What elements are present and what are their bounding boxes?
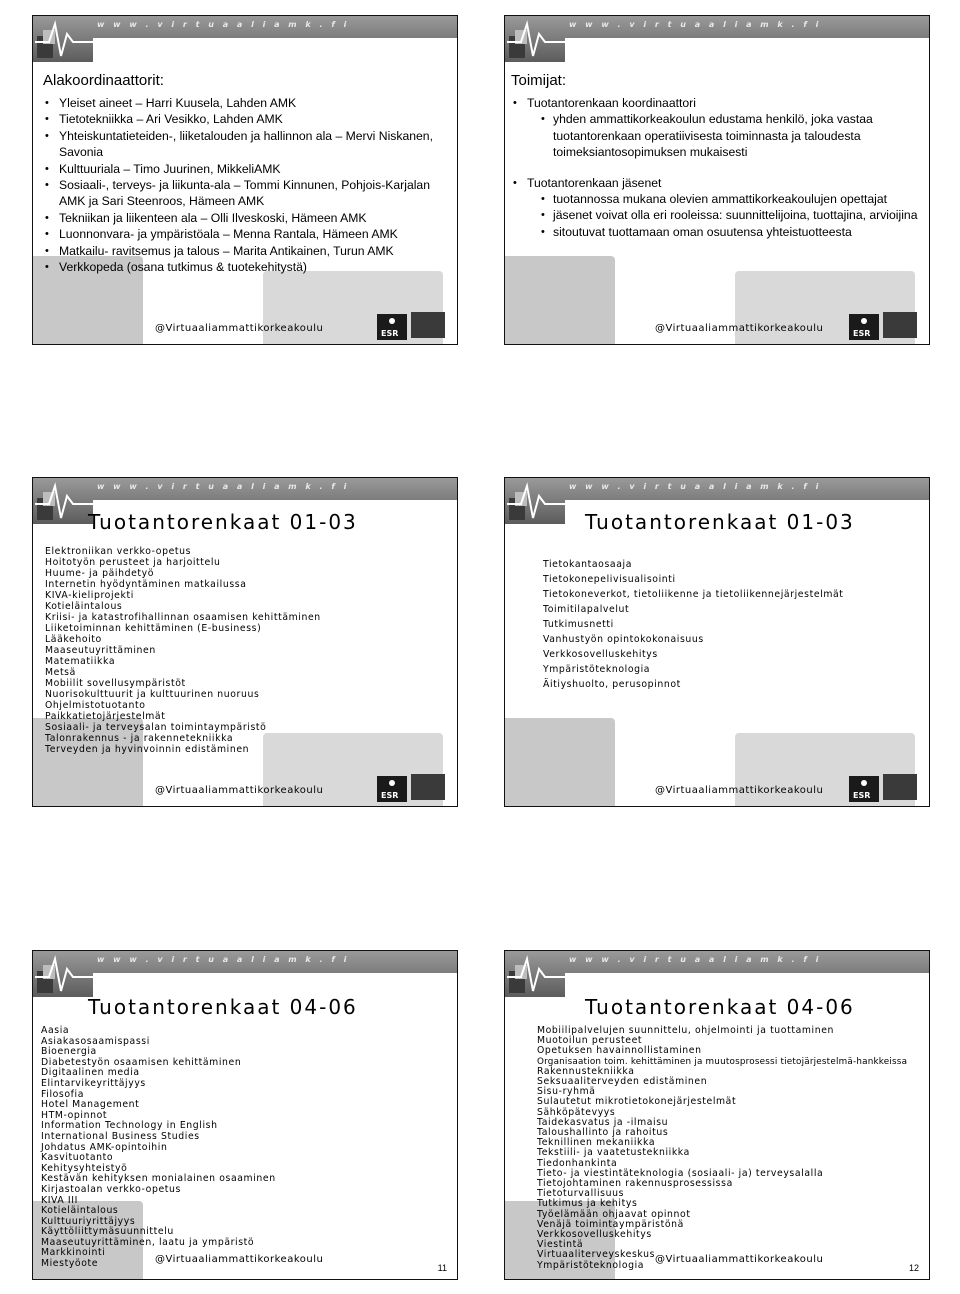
list-item: Toimitilapalvelut — [543, 604, 630, 615]
list-item: HTM-opinnot — [41, 1109, 108, 1121]
list-item: Mobiilipalvelujen suunnittelu, ohjelmointi ja tuottaminen — [537, 1025, 835, 1036]
list-item: • Tietotekniikka – Ari Vesikko, Lahden AMK — [43, 111, 443, 127]
footer-text: @Virtuaaliammattikorkeakoulu — [655, 785, 824, 796]
list-item: Miestyöote — [41, 1258, 99, 1270]
list-item: • Yleiset aineet – Harri Kuusela, Lahden AMK — [43, 95, 443, 111]
slide-title: Alakoordinaattorit: — [43, 72, 164, 89]
list-item: • Yhteiskuntatieteiden-, liiketalouden ja hallinnon ala – Mervi Niskanen, Savonia — [43, 128, 443, 161]
slide-toimijat — [504, 15, 930, 345]
slide-title: Toimijat: — [511, 72, 567, 89]
list-item: Sähköpätevyys — [537, 1106, 616, 1118]
list-item: Teknillinen mekaniikka — [537, 1137, 656, 1149]
list-item: • Kulttuuriala – Timo Juurinen, MikkeliAMK — [43, 161, 443, 177]
list-item: Mobiilit sovellusympäristöt — [45, 678, 186, 689]
list-item: • Tuotantorenkaan koordinaattori — [511, 95, 921, 111]
footer-text: @Virtuaaliammattikorkeakoulu — [155, 323, 324, 334]
list-item: Rakennustekniikka — [537, 1065, 635, 1077]
list-item: Työelämään ohjaavat opinnot — [537, 1208, 691, 1220]
header-url: w w w . v i r t u a a l i a m k . f i — [97, 20, 350, 29]
list-item: Virtuaaliterveyskeskus — [537, 1249, 656, 1261]
list-item: Talonrakennus - ja rakennetekniikka — [45, 733, 234, 744]
list-item: Tiedonhankinta — [537, 1157, 618, 1169]
list-item: Diabetestyön osaamisen kehittäminen — [41, 1056, 242, 1068]
eu-flag-icon — [411, 312, 445, 338]
slide-tuotantorenkaat-01-03-b — [504, 477, 930, 807]
list-item: Kasvituotanto — [41, 1152, 114, 1164]
header-band — [93, 38, 457, 66]
list-item: Information Technology in English — [41, 1120, 218, 1132]
list-item: Tutkimus ja kehitys — [537, 1198, 638, 1210]
esr-logo-icon — [849, 776, 879, 802]
ring-list — [41, 1026, 441, 1270]
footer-text: @Virtuaaliammattikorkeakoulu — [655, 323, 824, 334]
list-item: Verkkosovelluskehitys — [537, 1229, 652, 1241]
list-item: Kriisi- ja katastrofihallinnan osaamisen kehittäminen — [45, 612, 321, 623]
list-item: Kestävän kehityksen monialainen osaaminen — [41, 1173, 276, 1185]
list-item: Tietoturvallisuus — [537, 1188, 625, 1200]
list-item: Hoitotyön perusteet ja harjoittelu — [45, 557, 221, 568]
list-item: Ohjelmistotuotanto — [45, 700, 146, 711]
list-item: Verkkosovelluskehitys — [543, 649, 658, 660]
list-item: Bioenergia — [41, 1046, 97, 1058]
list-item: Kotieläintalous — [41, 1205, 119, 1217]
list-item: • sitoutuvat tuottamaan oman osuutensa yhteistuotteesta — [511, 224, 921, 240]
slide-title: Tuotantorenkaat 04-06 — [585, 995, 855, 1019]
ring-list — [45, 546, 445, 755]
list-item: • yhden ammattikorkeakoulun edustama henkilö, joka vastaa tuotantorenkaan operatiivisesta toiminnasta ja taloudesta toimeksiantosopimuksen mukaisesti — [511, 111, 921, 160]
list-item: Kotieläintalous — [45, 601, 123, 612]
list-item: Filosofia — [41, 1088, 85, 1100]
list-item: Nuorisokulttuurit ja kulttuurinen nuoruus — [45, 689, 260, 700]
footer-text: @Virtuaaliammattikorkeakoulu — [155, 1254, 324, 1265]
list-item: Kehitysyhteistyö — [41, 1162, 128, 1174]
list-item: Hotel Management — [41, 1099, 140, 1111]
slide-title: Tuotantorenkaat 01-03 — [585, 510, 855, 534]
slide-alakoordinaattorit — [32, 15, 458, 345]
header-url: w w w . v i r t u a a l i a m k . f i — [97, 482, 350, 491]
list-item: Tietokoneverkot, tietoliikenne ja tietoliikennejärjestelmät — [543, 589, 844, 600]
list-item: • Tuotantorenkaan jäsenet — [511, 175, 921, 191]
page-number: 11 — [437, 1263, 447, 1273]
list-item: KIVA-kieliprojekti — [45, 590, 134, 601]
list-item: Aasia — [41, 1025, 70, 1036]
header-band — [565, 38, 929, 66]
list-item: Tietokonepelivisualisointi — [543, 574, 676, 585]
svg-text:ESR: ESR — [853, 791, 871, 800]
list-item: Internetin hyödyntäminen matkailussa — [45, 579, 247, 590]
list-item: Markkinointi — [41, 1247, 106, 1259]
eu-flag-icon — [883, 312, 917, 338]
list-item: Taloushallinto ja rahoitus — [537, 1127, 669, 1139]
list-item: Tietojohtaminen rakennusprosessissa — [537, 1178, 733, 1190]
eu-flag-icon — [411, 774, 445, 800]
list-item: Paikkatietojärjestelmät — [45, 711, 166, 722]
eu-flag-icon — [883, 774, 917, 800]
list-item: Tutkimusnetti — [543, 619, 614, 630]
list-item: • Matkailu- ravitsemus ja talous – Marita Antikainen, Turun AMK — [43, 243, 443, 259]
list-item: Asiakasosaamispassi — [41, 1035, 150, 1047]
list-item: • Luonnonvara- ja ympäristöala – Menna Rantala, Hämeen AMK — [43, 226, 443, 242]
page-number: 12 — [908, 1263, 919, 1273]
list-item: Elektroniikan verkko-opetus — [45, 546, 192, 557]
decor-cube — [504, 256, 615, 345]
header-url: w w w . v i r t u a a l i a m k . f i — [97, 955, 350, 964]
list-item: Kirjastoalan verkko-opetus — [41, 1183, 181, 1195]
svg-text:ESR: ESR — [853, 329, 871, 338]
roles-list — [511, 95, 921, 240]
list-item: Tietokantaosaaja — [543, 559, 632, 570]
list-item: Opetuksen havainnollistaminen — [537, 1045, 702, 1057]
list-item: • Verkkopeda (osana tutkimus & tuotekehitystä) — [43, 259, 443, 275]
ring-list — [543, 557, 923, 692]
slide-tuotantorenkaat-04-06-a — [32, 950, 458, 1280]
list-item: International Business Studies — [41, 1130, 200, 1142]
header-url: w w w . v i r t u a a l i a m k . f i — [569, 20, 822, 29]
list-item: Elintarvikeyrittäjyys — [41, 1077, 146, 1089]
list-item: Sisu-ryhmä — [537, 1086, 596, 1098]
svg-text:ESR: ESR — [381, 329, 399, 338]
list-item: Venäjä toimintaympäristönä — [537, 1218, 684, 1230]
list-item: • Tekniikan ja liikenteen ala – Olli Ilveskoski, Hämeen AMK — [43, 210, 443, 226]
list-item: Terveyden ja hyvinvoinnin edistäminen — [45, 744, 250, 755]
list-item: Maaseutuyrittäminen — [45, 645, 156, 656]
list-item: Metsä — [45, 667, 76, 678]
list-item: Matematiikka — [45, 656, 116, 667]
list-item: Digitaalinen media — [41, 1067, 140, 1079]
list-item: • Sosiaali-, terveys- ja liikunta-ala – Tommi Kinnunen, Pohjois-Karjalan AMK ja Sari Steenroos, Hämeen AMK — [43, 177, 443, 210]
footer-text: @Virtuaaliammattikorkeakoulu — [655, 1254, 824, 1265]
list-item: Liiketoiminnan kehittäminen (E-business) — [45, 623, 262, 634]
list-item: Seksuaaliterveyden edistäminen — [537, 1076, 708, 1088]
header-url: w w w . v i r t u a a l i a m k . f i — [569, 482, 822, 491]
list-item: Äitiyshuolto, perusopinnot — [543, 679, 681, 690]
slide-title: Tuotantorenkaat 04-06 — [88, 995, 358, 1019]
list-item: Tekstiili- ja vaatetustekniikka — [537, 1147, 690, 1159]
decor-cube — [504, 718, 615, 807]
slide-tuotantorenkaat-01-03-a — [32, 477, 458, 807]
list-item: Käyttöliittymäsuunnittelu — [41, 1226, 174, 1238]
list-item: Taidekasvatus ja -ilmaisu — [537, 1116, 669, 1128]
list-item: Kulttuuriyrittäjyys — [41, 1215, 136, 1227]
list-item: Tieto- ja viestintäteknologia (sosiaali- ja) terveysalalla — [537, 1167, 824, 1179]
list-item: Viestintä — [537, 1239, 584, 1251]
header-url: w w w . v i r t u a a l i a m k . f i — [569, 955, 822, 964]
list-item: KIVA III — [41, 1194, 78, 1206]
list-item: Muotoilun perusteet — [537, 1035, 643, 1047]
list-item: Sosiaali- ja terveysalan toimintaympäristö — [45, 722, 267, 733]
list-item: • jäsenet voivat olla eri rooleissa: suunnittelijoina, tuottajina, arvioijina — [511, 207, 921, 223]
list-item: Lääkehoito — [45, 634, 102, 645]
ring-list — [537, 1026, 927, 1271]
list-item: Maaseutuyrittäminen, laatu ja ympäristö — [41, 1236, 255, 1248]
list-item: Organisaation toim. kehittäminen ja muutosprosessi tietojärjestelmä-hankkeissa — [537, 1056, 908, 1067]
list-item: Huume- ja päihdetyö — [45, 568, 155, 579]
list-item: • tuotannossa mukana olevien ammattikorkeakoulujen opettajat — [511, 191, 921, 207]
list-item: Sulautetut mikrotietokonejärjestelmät — [537, 1096, 737, 1108]
esr-logo-icon — [377, 776, 407, 802]
esr-logo-icon — [377, 314, 407, 340]
list-item: Ympäristöteknologia — [543, 664, 651, 675]
list-item: Ympäristöteknologia — [537, 1259, 645, 1271]
coordinator-list — [43, 95, 443, 275]
list-item: Vanhustyön opintokokonaisuus — [543, 634, 704, 645]
list-item: Johdatus AMK-opintoihin — [41, 1141, 168, 1153]
esr-logo-icon — [849, 314, 879, 340]
svg-text:ESR: ESR — [381, 791, 399, 800]
slide-title: Tuotantorenkaat 01-03 — [88, 510, 358, 534]
footer-text: @Virtuaaliammattikorkeakoulu — [155, 785, 324, 796]
slide-tuotantorenkaat-04-06-b — [504, 950, 930, 1280]
